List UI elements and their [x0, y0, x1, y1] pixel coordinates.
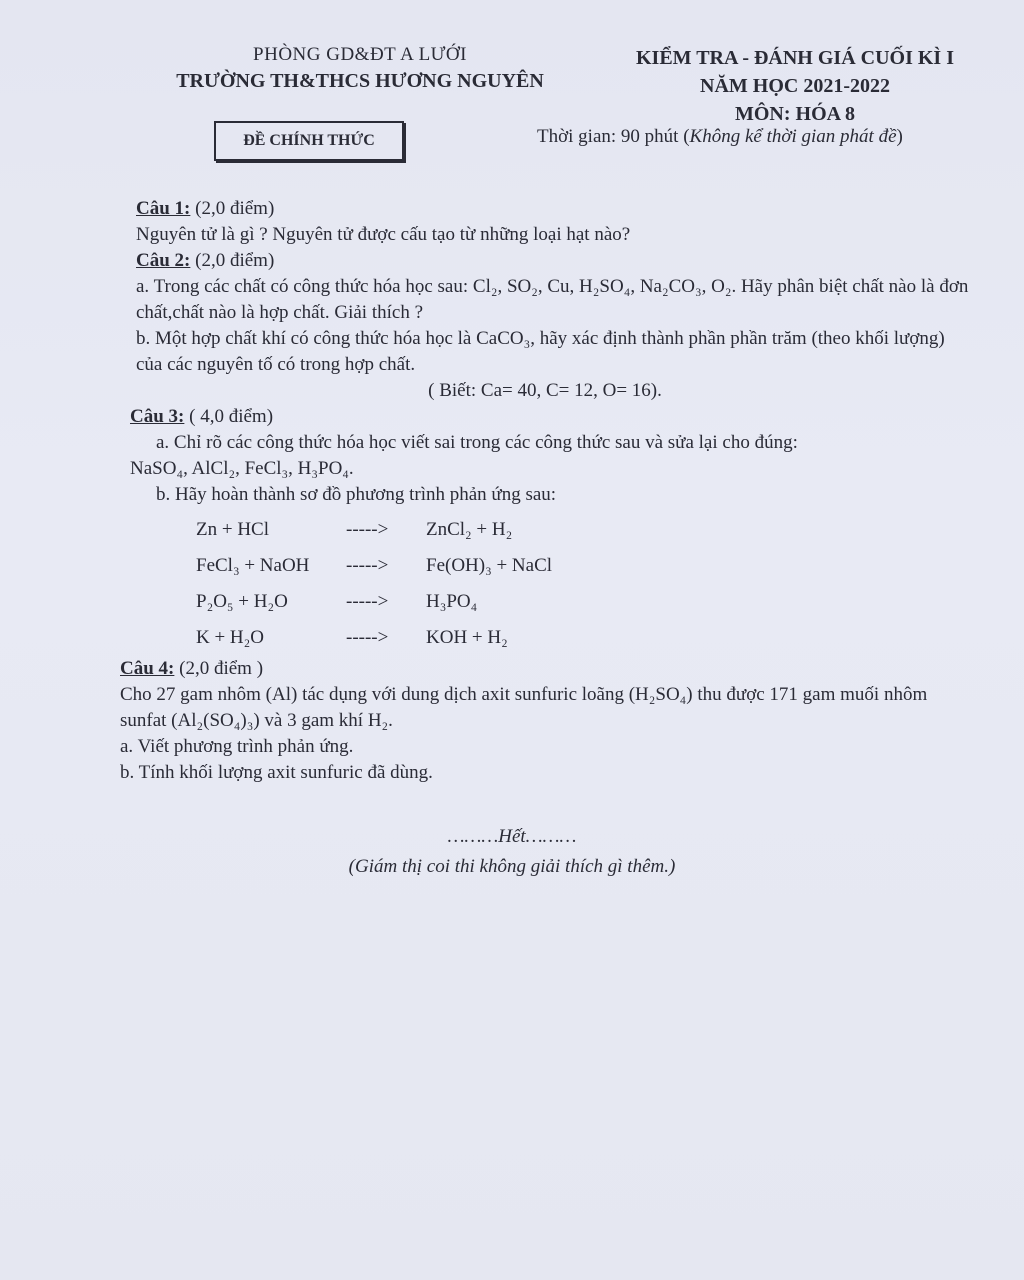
- equation-arrow: ----->: [346, 519, 389, 540]
- question-3-label: Câu 3:: [130, 406, 185, 427]
- question-3-title: [130, 404, 970, 430]
- question-4b-text: b. Tính khối lượng axit sunfuric đã dùng.: [120, 762, 433, 783]
- school-name: TRƯỜNG TH&THCS HƯƠNG NGUYÊN: [176, 70, 544, 92]
- question-4a-text: a. Viết phương trình phản ứng.: [120, 736, 354, 757]
- header-right: [595, 44, 995, 128]
- equation-row: [196, 620, 970, 656]
- equation-row: [196, 584, 970, 620]
- equation-left: K + H₂O: [196, 627, 265, 648]
- header-left: [140, 44, 580, 93]
- equation-right: KOH + H₂: [426, 627, 508, 648]
- question-1-points: (2,0 điểm): [190, 198, 275, 219]
- equation-left: Zn + HCl: [196, 519, 269, 540]
- question-3-points: ( 4,0 điểm): [184, 406, 274, 427]
- subject: MÔN: HÓA 8: [735, 103, 855, 125]
- question-2b-text: b. Một hợp chất khí có công thức hóa học là CaCO₃, hãy xác định thành phần phần trăm (theo khối lượng) của các nguyên tố có trong hợp chất.: [136, 328, 945, 375]
- question-2-label: Câu 2:: [136, 250, 191, 271]
- time-limit: [537, 126, 903, 148]
- question-2a-text: a. Trong các chất có công thức hóa học sau: Cl₂, SO₂, Cu, H₂SO₄, Na₂CO₃, O₂. Hãy phân biệt chất nào là đơn chất,chất nào là hợp chất. Giải thích ?: [136, 276, 969, 323]
- question-4-text: Cho 27 gam nhôm (Al) tác dụng với dung dịch axit sunfuric loãng (H₂SO₄) thu được 171 gam muối nhôm sunfat (Al₂(SO₄)₃) và 3 gam khí H₂.: [120, 684, 928, 731]
- question-2b-note: ( Biết: Ca= 40, C= 12, O= 16).: [428, 380, 662, 401]
- question-2-title: [136, 248, 970, 274]
- time-close: ): [896, 126, 903, 147]
- question-4-points: (2,0 điểm ): [174, 658, 264, 679]
- department-name: PHÒNG GD&ĐT A LƯỚI: [253, 44, 467, 65]
- equation-arrow: ----->: [346, 555, 389, 576]
- question-1-text: Nguyên tử là gì ? Nguyên tử được cấu tạo từ những loại hạt nào?: [136, 224, 631, 245]
- equation-arrow: ----->: [346, 627, 389, 648]
- equation-right: ZnCl₂ + H₂: [426, 519, 513, 540]
- exam-title: KIỂM TRA - ĐÁNH GIÁ CUỐI KÌ I: [636, 47, 954, 69]
- time-label: Thời gian: 90 phút (: [537, 126, 690, 147]
- equation-right: Fe(OH)₃ + NaCl: [426, 555, 553, 576]
- question-4-label: Câu 4:: [120, 658, 175, 679]
- question-3b-text: b. Hãy hoàn thành sơ đồ phương trình phản ứng sau:: [156, 484, 557, 505]
- equation-left: FeCl₃ + NaOH: [196, 555, 310, 576]
- question-1-label: Câu 1:: [136, 198, 191, 219]
- school-year: NĂM HỌC 2021-2022: [700, 75, 890, 97]
- question-2-points: (2,0 điểm): [190, 250, 275, 271]
- equation-left: P₂O₅ + H₂O: [196, 591, 288, 612]
- official-exam-box: ĐỀ CHÍNH THỨC: [214, 121, 404, 161]
- question-1-title: [136, 196, 970, 222]
- equation-row: [196, 548, 970, 584]
- exam-footer: [0, 822, 1024, 882]
- equation-row: [196, 512, 970, 548]
- question-3a-formulas: NaSO₄, AlCl₂, FeCl₃, H₃PO₄.: [130, 458, 354, 479]
- proctor-note: (Giám thị coi thi không giải thích gì thêm.): [348, 856, 676, 877]
- equation-right: H₃PO₄: [426, 591, 478, 612]
- equation-arrow: ----->: [346, 591, 389, 612]
- time-note: Không kể thời gian phát đề: [689, 126, 897, 147]
- end-mark: ………Hết………: [447, 826, 577, 847]
- exam-body: [120, 196, 970, 786]
- question-4-title: [120, 656, 970, 682]
- question-3a-text: a. Chỉ rõ các công thức hóa học viết sai trong các công thức sau và sửa lại cho đúng:: [156, 432, 798, 453]
